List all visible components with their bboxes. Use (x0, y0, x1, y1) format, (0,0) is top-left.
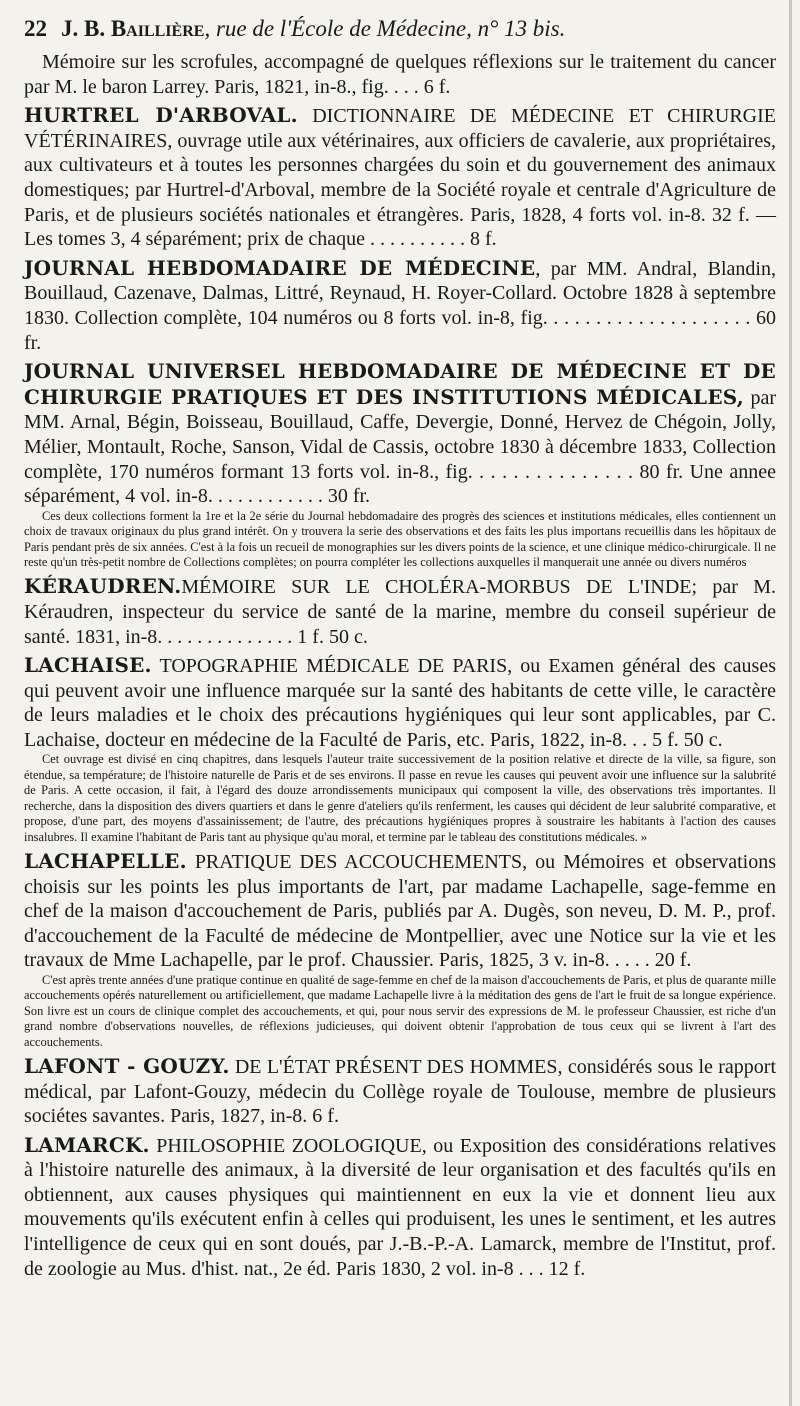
entry-heading: JOURNAL HEBDOMADAIRE DE MÉDECINE (24, 255, 536, 280)
entry-body: MÉMOIRE SUR LE CHOLÉRA-MORBUS DE L'INDE; par M. Kéraudren, inspecteur du service de santé de la marine, membre du conseil supérieur de santé. 1831, in-8. . . . . . . . . . . . . . 1 f. 50 c. (24, 576, 776, 648)
entry-note: C'est après trente années d'une pratique continue en qualité de sage-femme en chef de la maison d'accouchements de Paris, et plus de quarante mille accouchements opérés naturellement ou artificiellement, que madame Lachapelle livre à la méditation des gens de l'art le fruit de sa longue expérience. Son livre est un cours de clinique complet des accouchements, et qui, pour nous servir des expressions de M. le professeur Chaussier, est riche d'un grand nombre d'observations nouvelles, de réflexions judicieuses, qui doivent obtenir l'approbation de tous ceux qui se livrent à l'art des accouchements. (24, 972, 776, 1049)
page-header (24, 14, 776, 44)
entry-heading: HURTREL D'ARBOVAL. (24, 103, 298, 128)
entry-lafont-gouzy (24, 1054, 776, 1129)
entry-heading: LACHAPELLE. (24, 848, 187, 873)
entry-body: Mémoire sur les scrofules, accompagné de quelques réflexions sur le traitement du cancer par M. le baron Larrey. Paris, 1821, in-8., fig. . . . 6 f. (24, 51, 776, 98)
page-edge (789, 0, 792, 1406)
entry-heading: LAFONT - GOUZY. (24, 1053, 230, 1078)
publisher-address: , rue de l'École de Médecine, n° 13 bis. (204, 16, 566, 41)
entry-body: TOPOGRAPHIE MÉDICALE DE PARIS, ou Examen général des causes qui peuvent avoir une influence marquée sur la santé des habitants de cette ville, le caractère de leurs maladies et le choix des précautions hygiéniques qui leur sont applicables, par C. Lachaise, docteur en médecine de la Faculté de Paris, etc. Paris, 1822, in-8. . . 5 f. 50 c. (24, 655, 777, 751)
entry-lamarck (24, 1133, 776, 1282)
entry-heading: JOURNAL UNIVERSEL HEBDOMADAIRE DE MÉDECINE ET DE CHIRURGIE PRATIQUES ET DES INSTITUTIONS MÉDICALES, (24, 359, 776, 409)
entry-journal-universel (24, 359, 776, 570)
page-number: 22 (24, 16, 47, 41)
entry-body: PHILOSOPHIE ZOOLOGIQUE, ou Exposition des considérations relatives à l'histoire naturelle des animaux, à la diversité de leur organisation et des facultés qu'ils en obtiennent, aux causes physiques qui maintiennent en eux la vie et donnent lieu aux mouvements qu'ils exécutent enfin à celles qui produisent, les unes le sentiment, et les autres l'intelligence de ceux qui en sont doués, par J.-B.-P.-A. Lamarck, membre de l'Institut, prof. de zoologie au Mus. d'hist. nat., 2e éd. Paris 1830, 2 vol. in-8 . . . 12 f. (24, 1134, 777, 1280)
entry-note: Ces deux collections forment la 1re et la 2e série du Journal hebdomadaire des progrès des sciences et institutions médicales, elles contiennent un choix de travaux originaux du plus grand intérêt. On y trouvera la serie des observations et des faits les plus importans recueillis dans les hôpitaux de Paris pendant près de six années. C'est à la fois un recueil de monographies sur les divers points de la science, et une clinique médico-chirurgicale. Il ne reste qu'un très-petit nombre de Collections complètes; on pourra compléter les collections auxquelles il manquerait une année ou divers numéros (24, 508, 776, 569)
entry-body: , par MM. Andral, Blandin, Bouillaud, Cazenave, Dalmas, Littré, Reynaud, H. Royer-Collard. Octobre 1828 à septembre 1830. Collection complète, 104 numéros ou 8 forts vol. in-8, fig. . . . . . . . . . . . . . . . . . . . 60 fr. (24, 257, 776, 354)
entry-heading: KÉRAUDREN. (24, 574, 182, 599)
publisher-name: J. B. Baillière (61, 16, 205, 41)
catalog-page (24, 14, 776, 1394)
entry-lachapelle (24, 849, 776, 1050)
entry-heading: LAMARCK. (24, 1132, 150, 1157)
entry-note: Cet ouvrage est divisé en cinq chapitres, dans lesquels l'auteur traite successivement de la position relative et directe de la ville, sa figure, son étendue, sa température; de l'histoire naturelle de Paris et de ses environs. Il passe en revue les causes qui peuvent avoir une influence sur la salubrité de Paris. A cette occasion, il fait, à l'égard des douze arrondissements municipaux qui composent la ville, des observations très importantes. Il recherche, dans la disposition des divers quartiers et dans le genre d'ateliers qu'ils renferment, les causes qui décident de leur salubrité comparative, et propose, d'une part, des moyens d'assainissement; de l'autre, des précautions hygiéniques propres à soustraire les habitants à l'action des causes insalubres. Il examine l'habitant de Paris tant au physique qu'au moral, et termine par le tableau des constitutions médicales. » (24, 752, 776, 844)
entry-larrey-memoire (24, 50, 776, 99)
entry-hurtrel-darboval (24, 103, 776, 252)
entry-body: DE L'ÉTAT PRÉSENT DES HOMMES, considérés sous le rapport médical, par Lafont-Gouzy, médecin du Collège royale de Toulouse, membre de plusieurs sociétes savantes. Paris, 1827, in-8. 6 f. (24, 1055, 777, 1128)
entry-body: par MM. Arnal, Bégin, Boisseau, Bouillaud, Caffe, Devergie, Donné, Hervez de Chégoin, Jolly, Mélier, Montault, Roche, Sanson, Vidal de Cassis, octobre 1830 à décembre 1833, Collection complète, 170 numéros formant 13 forts vol. in-8., fig. . . . . . . . . . . . . . . 80 fr. Une annee séparément, 4 vol. in-8. . . . . . . . . . . . 30 fr. (24, 386, 776, 508)
entry-heading: LACHAISE. (24, 653, 152, 678)
entry-body: DICTIONNAIRE DE MÉDECINE ET CHIRURGIE VÉTÉRINAIRES, ouvrage utile aux vétérinaires, aux officiers de cavalerie, aux propriétaires, aux cultivateurs et à toutes les personnes chargées du soin et du gouvernement des animaux domestiques; par Hurtrel-d'Arboval, membre de la Société royale et centrale d'Agriculture de Paris, et de plusieurs sociétés nationales et étrangères. Paris, 1828, 4 forts vol. in-8. 32 f. — Les tomes 3, 4 séparément; prix de chaque . . . . . . . . . . 8 f. (24, 105, 776, 251)
entry-keraudren (24, 574, 776, 649)
entry-body: PRATIQUE DES ACCOUCHEMENTS, ou Mémoires et observations choisis sur les points les plus importants de l'art, par madame Lachapelle, sage-femme en chef de la maison d'accouchement de Paris, publiés par A. Dugès, son neveu, D. M. P., prof. d'accouchement de la Faculté de médecine de Montpellier, avec une Notice sur la vie et les travaux de Mme Lachapelle, par le prof. Chaussier. Paris, 1825, 3 v. in-8. . . . . 20 f. (24, 850, 777, 972)
entry-lachaise (24, 653, 776, 845)
entry-journal-hebdomadaire (24, 256, 776, 355)
